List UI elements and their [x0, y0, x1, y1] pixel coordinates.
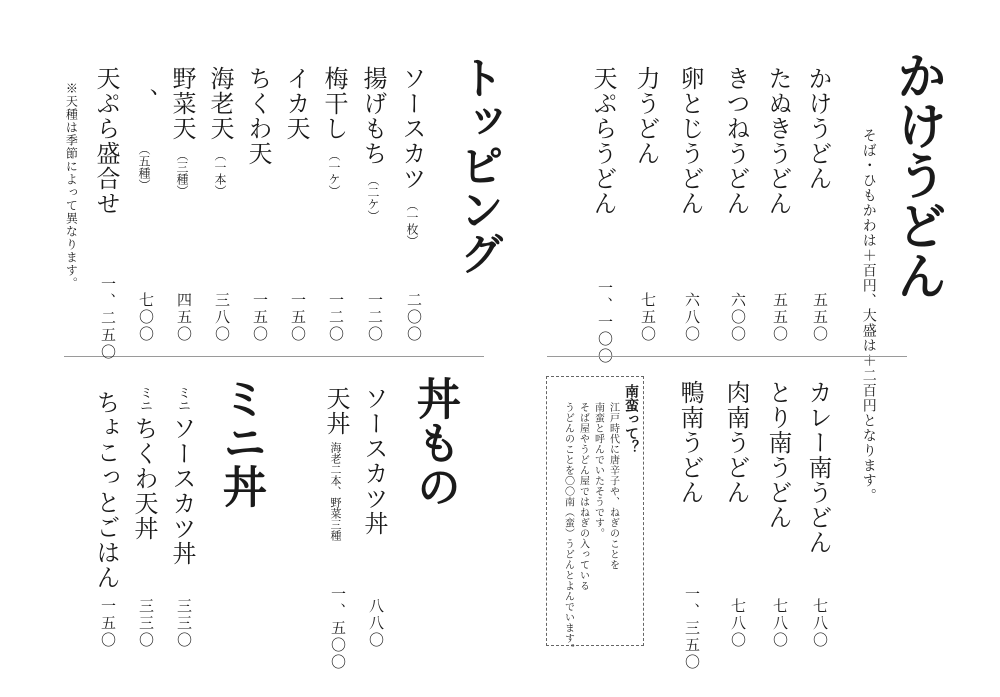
mini-don-price: 一五〇 [99, 598, 117, 649]
nanban-line: 南蛮と呼んでいたそうです。 [592, 402, 604, 539]
topping-item-qty: （一本） [213, 149, 227, 197]
topping-item [400, 66, 424, 247]
menu-item-name: 卵とじうどん [676, 66, 704, 216]
menu-item-name: たぬきうどん [764, 66, 792, 216]
topping-item-name: 海老天 [206, 66, 234, 141]
topping-item-qty: （一ケ） [327, 149, 341, 197]
don-item-sub: 海老二本、野菜三種 [329, 442, 342, 541]
topping-item-name: イカ天 [282, 66, 310, 141]
mini-don-item [170, 386, 194, 566]
mini-item-name: ちょこっとごはん [92, 390, 120, 590]
topping-item-qty: （五種） [137, 143, 151, 191]
menu-item-name: 天ぷらうどん [589, 66, 617, 216]
don-item-name: 天丼 [322, 386, 350, 436]
mini-don-price: 三三〇 [175, 598, 193, 649]
menu-item-price: 五五〇 [811, 292, 829, 343]
mini-don-item [94, 386, 118, 590]
menu-item-name: かけうどん [804, 66, 832, 191]
topping-item-name: ちくわ天 [244, 66, 272, 166]
topping-item-name: 天ぷら盛合せ [92, 66, 120, 216]
mini-don-price: 三三〇 [137, 598, 155, 649]
topping-item-qty: （一枚） [405, 199, 419, 247]
topping-price: 一、二五〇 [99, 276, 117, 361]
topping-item-name: 、 [130, 88, 158, 113]
section-divider-right [547, 356, 907, 357]
topping-title: トッピング [452, 55, 503, 275]
don-item-name: ソースカツ丼 [360, 386, 388, 536]
mini-item-name: ちくわ天丼 [130, 416, 158, 541]
topping-price: 四五〇 [175, 292, 193, 343]
menu-item-price: 一、三五〇 [683, 586, 701, 671]
topping-item-name: 揚げもち [359, 66, 387, 166]
topping-footnote: ※天種は季節によって異なります。 [64, 82, 79, 290]
mini-prefix: ミニ [137, 386, 152, 412]
menu-item-price: 七五〇 [639, 292, 657, 343]
topping-item-qty: （二ケ） [366, 174, 380, 222]
topping-item-name: 梅干し [320, 66, 348, 141]
menu-item-price: 六〇〇 [729, 292, 747, 343]
topping-price: 一五〇 [251, 292, 269, 343]
kake-udon-title: かけうどん [889, 50, 948, 300]
menu-item-price: 七八〇 [729, 598, 747, 649]
nanban-line: 江戸時代に唐辛子や、ねぎのことを [607, 402, 619, 570]
menu-item-price: 一、一〇〇 [596, 280, 614, 365]
topping-item [208, 66, 232, 197]
menu-item-price: 七八〇 [811, 598, 829, 649]
topping-item [170, 66, 194, 197]
topping-item [94, 66, 118, 224]
topping-price: 二〇〇 [405, 292, 423, 343]
menu-item-name: とり南うどん [764, 380, 792, 530]
topping-price: 一二〇 [327, 292, 345, 343]
menu-item-price: 七八〇 [771, 598, 789, 649]
mini-don-title: ミニ丼 [215, 376, 266, 508]
donmono-title: 丼もの [409, 376, 460, 508]
topping-item-qty: （三種） [175, 149, 189, 197]
nanban-title: 南蛮って？ [623, 384, 639, 454]
nanban-line: そば屋やうどん屋ではねぎの入っている [577, 402, 589, 591]
mini-don-item [132, 386, 156, 541]
mini-item-name: ソースカツ丼 [168, 416, 196, 566]
topping-price: 七〇〇 [137, 292, 155, 343]
topping-item [361, 66, 385, 222]
menu-item-name: 鴨南うどん [676, 380, 704, 505]
menu-item-name: 力うどん [632, 66, 660, 166]
don-item-price: 一、五〇〇 [329, 586, 347, 671]
mini-prefix: ミニ [175, 386, 190, 412]
topping-price: 一五〇 [289, 292, 307, 343]
topping-item [322, 66, 346, 197]
topping-price: 一二〇 [366, 292, 384, 343]
topping-item [284, 66, 308, 149]
menu-item-name: カレー南うどん [804, 380, 832, 555]
menu-item-name: 肉南うどん [722, 380, 750, 505]
topping-item [246, 66, 270, 174]
topping-price: 三八〇 [213, 292, 231, 343]
topping-item-name: 野菜天 [168, 66, 196, 141]
section-divider-left [64, 356, 484, 357]
menu-item-price: 五五〇 [771, 292, 789, 343]
nanban-line: うどんのことを〇〇南（蛮）うどんとよんでいます。 [562, 402, 574, 654]
menu-item-price: 六八〇 [683, 292, 701, 343]
don-item-price: 八八〇 [367, 598, 385, 649]
topping-item [132, 88, 156, 191]
topping-item-name: ソースカツ [398, 66, 426, 191]
kake-udon-note: そば・ひもかわは＋百円、大盛は＋二百円となります。 [860, 128, 877, 503]
menu-item-name: きつねうどん [722, 66, 750, 216]
